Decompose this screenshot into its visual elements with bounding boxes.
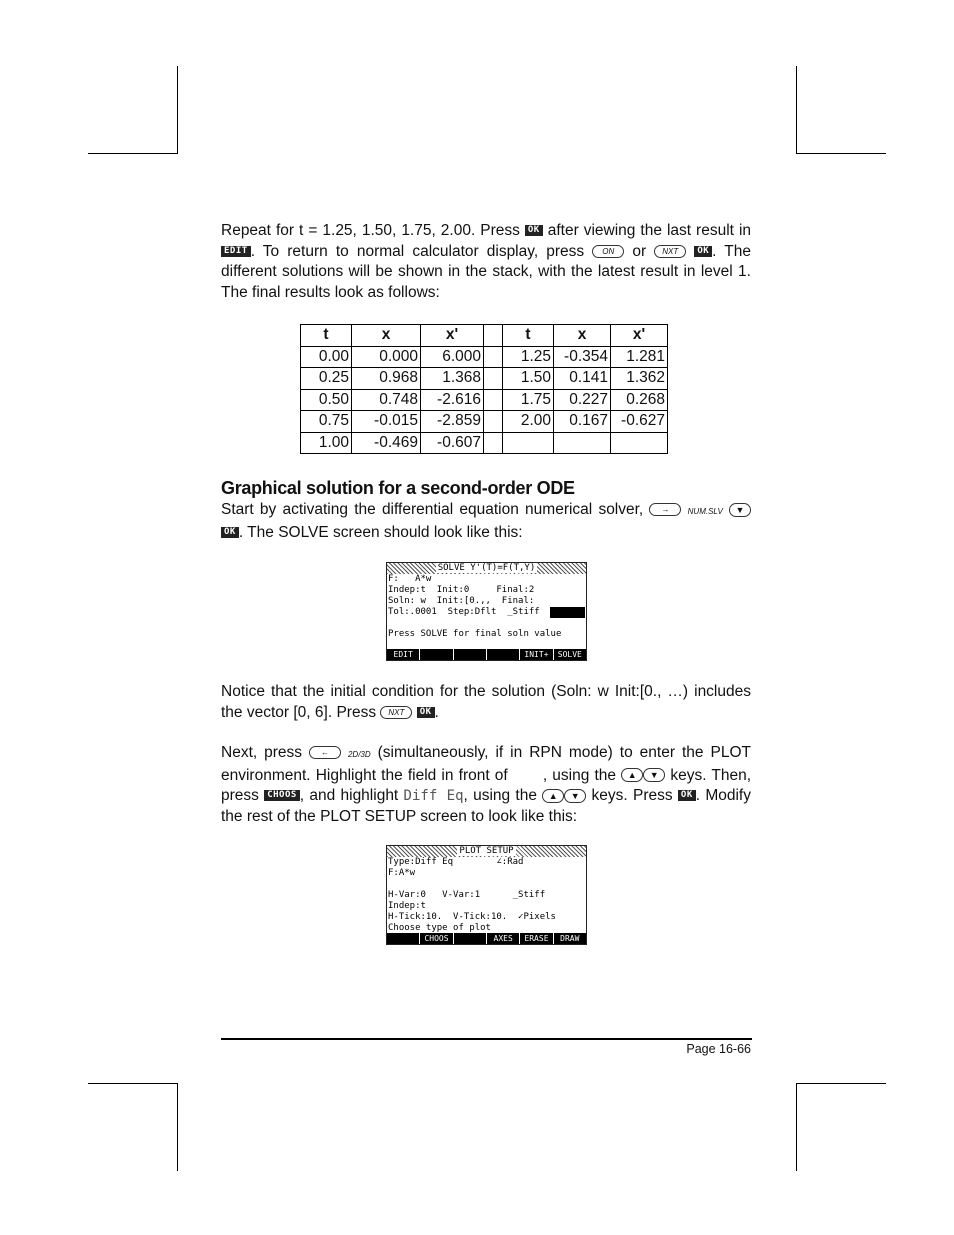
- menu-key-axes[interactable]: AXES: [487, 933, 519, 944]
- text: . The different solutions will be shown in the stack, with the latest result in level 1. The final results look as follows:: [221, 242, 751, 301]
- table-cell: -0.354: [554, 346, 611, 368]
- text: , using the: [463, 787, 537, 804]
- menu-key-solve[interactable]: SOLVE: [554, 649, 586, 660]
- solve-row: [387, 618, 586, 629]
- table-cell: 1.00: [301, 432, 352, 454]
- header-cell: t: [301, 325, 352, 347]
- table-cell: 6.000: [421, 346, 484, 368]
- table-cell: 2.00: [503, 411, 554, 433]
- solve-screen: [386, 562, 587, 661]
- table-cell: 0.00: [301, 346, 352, 368]
- table-cell: 0.167: [554, 411, 611, 433]
- table-cell: 0.50: [301, 389, 352, 411]
- ok-softkey-icon: OK: [525, 225, 543, 236]
- down-arrow-key-icon: ▼: [643, 768, 665, 782]
- table-cell: [484, 389, 503, 411]
- menu-key-blank[interactable]: [487, 649, 519, 660]
- plot-row: Indep:t: [388, 901, 426, 911]
- intro-paragraph: [221, 221, 751, 303]
- table-cell: 0.000: [352, 346, 421, 368]
- plot-row: H-Var:0 V-Var:1 _Stiff: [388, 890, 546, 900]
- table-cell: 0.141: [554, 368, 611, 390]
- table-cell: 1.75: [503, 389, 554, 411]
- plot-row: Type:Diff Eq ∠:Rad: [388, 857, 524, 867]
- crop-mark: [796, 1083, 797, 1171]
- header-cell: x: [352, 325, 421, 347]
- crop-mark: [88, 153, 177, 154]
- plot-screen-title: [387, 846, 586, 857]
- table-cell: -2.859: [421, 411, 484, 433]
- crop-mark: [177, 1083, 178, 1171]
- table-cell: -0.607: [421, 432, 484, 454]
- plot-row: Choose type of plot: [388, 923, 491, 933]
- right-shift-key-icon: →: [649, 503, 681, 516]
- solve-row: Tol:.0001 Step:Dflt _Stiff: [388, 607, 540, 617]
- header-cell: t: [503, 325, 554, 347]
- table-header-row: [301, 325, 668, 347]
- crop-mark: [796, 66, 797, 154]
- text: or: [632, 242, 647, 260]
- 2d3d-label: 2D/3D: [347, 750, 371, 759]
- ok-softkey-icon: OK: [221, 527, 239, 538]
- text: . To return to normal calculator display, press: [250, 242, 585, 260]
- table-cell: -0.015: [352, 411, 421, 433]
- crop-mark: [88, 1083, 177, 1084]
- menu-key-choos[interactable]: CHOOS: [420, 933, 452, 944]
- plot-setup-screen: [386, 845, 587, 945]
- edit-softkey-icon: EDIT: [221, 246, 251, 257]
- text: Notice that the initial condition for the solution (Soln: w Init:[0., …) includes the vector [0, 6]. Press: [221, 683, 751, 721]
- table-cell: [484, 432, 503, 454]
- text: keys. Press: [591, 787, 673, 804]
- table-cell: 1.362: [611, 368, 668, 390]
- header-cell: x': [421, 325, 484, 347]
- menu-key-erase[interactable]: ERASE: [520, 933, 552, 944]
- numslv-label: NUM.SLV: [687, 507, 723, 516]
- start-paragraph: [221, 500, 751, 543]
- table-cell: -0.469: [352, 432, 421, 454]
- table-row: [301, 411, 668, 433]
- table-cell: -0.627: [611, 411, 668, 433]
- table-cell: -2.616: [421, 389, 484, 411]
- table-cell: [503, 432, 554, 454]
- nxt-key-icon: NXT: [380, 706, 412, 719]
- solve-row: F: A*w: [388, 574, 432, 584]
- notice-paragraph: Notice that the initial condition for the solution (Soln: w Init:[0., …) includes the vector [0, 6]. Press NXT OK .: [221, 683, 751, 721]
- solve-screen-title: [387, 563, 586, 574]
- menu-key-blank[interactable]: [454, 649, 486, 660]
- table-cell: [484, 411, 503, 433]
- table-cell: [554, 432, 611, 454]
- ok-softkey-icon: OK: [678, 790, 696, 801]
- table-row: [301, 368, 668, 390]
- up-arrow-key-icon: ▲: [542, 789, 564, 803]
- table-cell: 1.368: [421, 368, 484, 390]
- plot-screen-title-text: PLOT SETUP: [459, 846, 514, 856]
- final-value-highlight: [550, 607, 585, 618]
- table-cell: 0.748: [352, 389, 421, 411]
- solve-menu: [387, 649, 586, 660]
- menu-key-blank[interactable]: [387, 933, 419, 944]
- solve-row: Press SOLVE for final soln value: [388, 629, 562, 639]
- text: , and highlight: [299, 787, 399, 804]
- text: Repeat for t = 1.25, 1.50, 1.75, 2.00. Press: [221, 222, 520, 239]
- table-cell: 0.968: [352, 368, 421, 390]
- table-cell: 0.25: [301, 368, 352, 390]
- solve-row: Soln: w Init:[0.,, Final:: [388, 596, 535, 606]
- header-cell: [484, 325, 503, 347]
- text: keys. Then, press: [221, 766, 751, 804]
- table-row: [301, 389, 668, 411]
- menu-key-edit[interactable]: EDIT: [387, 649, 419, 660]
- table-cell: [484, 346, 503, 368]
- plot-row: F:A*w: [388, 868, 416, 878]
- crop-mark: [797, 153, 886, 154]
- next-paragraph: [221, 743, 751, 827]
- plot-row: H-Tick:10. V-Tick:10. ✓Pixels: [388, 912, 556, 922]
- crop-mark: [797, 1083, 886, 1084]
- crop-mark: [177, 66, 178, 154]
- left-shift-key-icon: ←: [309, 746, 341, 759]
- text: (simultaneously, if in RPN mode) to enter the PLOT environment. Highlight the field in front of: [221, 744, 751, 784]
- table-cell: 1.25: [503, 346, 554, 368]
- diff-eq-text: Diff Eq: [403, 788, 464, 804]
- plot-row: [387, 879, 586, 890]
- on-key-icon: ON: [592, 245, 624, 258]
- nxt-key-icon: NXT: [654, 245, 686, 258]
- text: , using the: [542, 766, 617, 784]
- table-cell: 0.268: [611, 389, 668, 411]
- text: . Modify the rest of the PLOT SETUP screen to look like this:: [221, 787, 751, 825]
- menu-key-init[interactable]: INIT+: [520, 649, 552, 660]
- plot-menu: [387, 933, 586, 944]
- table-row: [301, 346, 668, 368]
- up-arrow-key-icon: ▲: [621, 768, 643, 782]
- down-arrow-key-icon: ▼: [564, 789, 586, 803]
- text: after viewing the last result in: [547, 222, 752, 239]
- solve-screen-title-text: SOLVE Y'(T)=F(T,Y): [437, 563, 536, 573]
- table-cell: [484, 368, 503, 390]
- table-cell: 1.281: [611, 346, 668, 368]
- menu-key-blank[interactable]: [420, 649, 452, 660]
- ok-softkey-icon: OK: [694, 246, 712, 257]
- header-cell: x': [611, 325, 668, 347]
- ok-softkey-icon: OK: [417, 707, 435, 718]
- section-title: Graphical solution for a second-order ODE: [221, 478, 575, 498]
- text: Next, press: [221, 744, 303, 761]
- page-number: Page 16-66: [686, 1042, 751, 1056]
- menu-key-blank[interactable]: [454, 933, 486, 944]
- text: Start by activating the differential equation numerical solver,: [221, 501, 644, 518]
- table-cell: 0.75: [301, 411, 352, 433]
- results-table: [300, 324, 668, 454]
- footer-rule: [221, 1038, 752, 1040]
- table-cell: 1.50: [503, 368, 554, 390]
- menu-key-draw[interactable]: DRAW: [554, 933, 586, 944]
- table-cell: [611, 432, 668, 454]
- table-cell: 0.227: [554, 389, 611, 411]
- header-cell: x: [554, 325, 611, 347]
- solve-row: Indep:t Init:0 Final:2: [388, 585, 535, 595]
- text: . The SOLVE screen should look like this:: [238, 523, 523, 541]
- down-arrow-key-icon: ▼: [729, 503, 751, 517]
- choos-softkey-icon: CHOOS: [264, 790, 300, 801]
- table-row: [301, 432, 668, 454]
